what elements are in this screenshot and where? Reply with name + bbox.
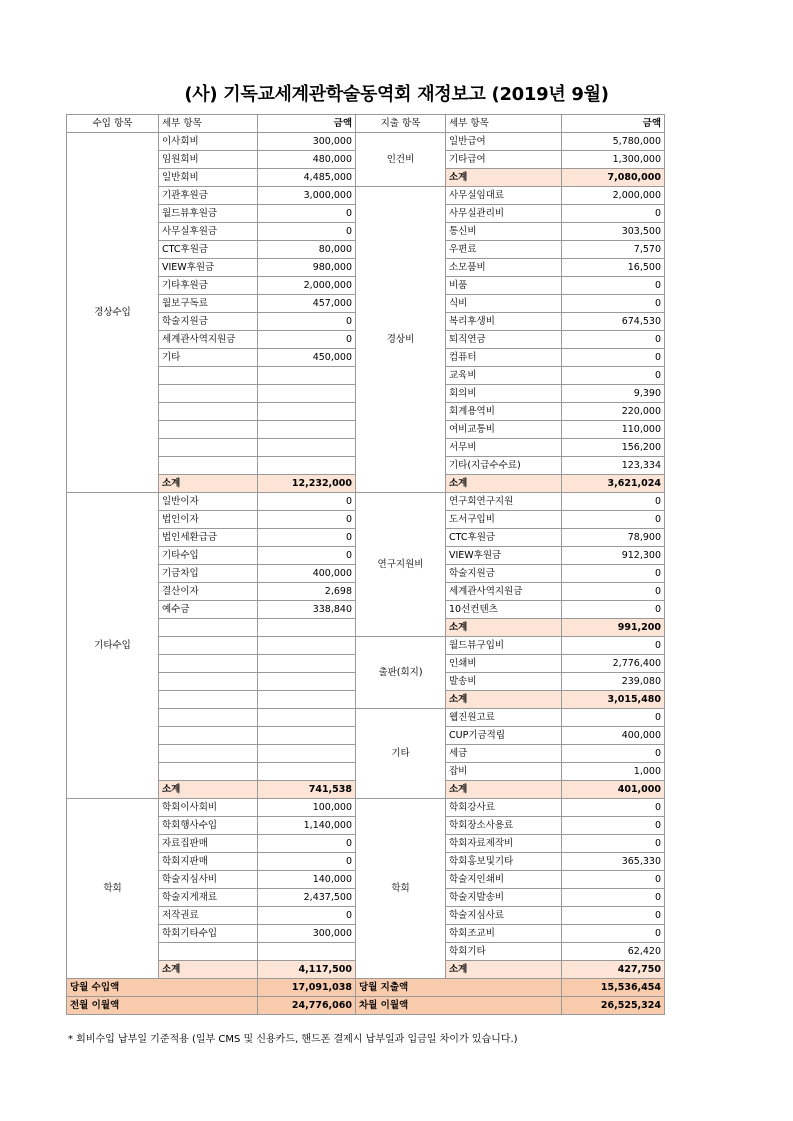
income-total-amount: 24,776,060 [258, 997, 356, 1015]
income-amount-cell: 140,000 [258, 871, 356, 889]
finance-table [66, 114, 665, 1015]
income-amount-cell: 4,485,000 [258, 169, 356, 187]
expense-item-header: 세부 항목 [446, 115, 562, 133]
expense-item-cell: 소계 [446, 781, 562, 799]
income-item-cell: 법인세환급금 [159, 529, 258, 547]
income-total-amount: 17,091,038 [258, 979, 356, 997]
expense-amount-cell: 0 [562, 205, 665, 223]
income-amount-cell: 300,000 [258, 133, 356, 151]
expense-amount-cell: 9,390 [562, 385, 665, 403]
expense-item-cell: 식비 [446, 295, 562, 313]
income-item-cell: 저작권료 [159, 907, 258, 925]
income-amount-cell: 0 [258, 313, 356, 331]
expense-item-cell: 학회강사료 [446, 799, 562, 817]
income-item-cell: 일반이자 [159, 493, 258, 511]
expense-amount-cell: 0 [562, 277, 665, 295]
income-item-cell [159, 673, 258, 691]
expense-amount-cell: 62,420 [562, 943, 665, 961]
expense-item-cell: 기타(지급수수료) [446, 457, 562, 475]
income-item-cell [159, 619, 258, 637]
expense-amount-cell: 1,300,000 [562, 151, 665, 169]
income-amount-cell: 450,000 [258, 349, 356, 367]
expense-amount-cell: 0 [562, 295, 665, 313]
expense-amount-cell: 1,000 [562, 763, 665, 781]
footnote: * 회비수입 납부일 기준적용 (일부 CMS 및 신용카드, 핸드폰 결제시 납부일과 입금일 차이가 있습니다.) [68, 1034, 518, 1045]
income-amount-cell: 12,232,000 [258, 475, 356, 493]
table-row [67, 799, 665, 817]
expense-amount-cell: 674,530 [562, 313, 665, 331]
income-item-cell: 이사회비 [159, 133, 258, 151]
income-item-cell: CTC후원금 [159, 241, 258, 259]
expense-amount-cell: 991,200 [562, 619, 665, 637]
income-item-cell: 소계 [159, 475, 258, 493]
expense-amount-cell: 401,000 [562, 781, 665, 799]
income-item-cell: 결산이자 [159, 583, 258, 601]
table-row [67, 493, 665, 511]
expense-category-cell: 연구지원비 [356, 493, 446, 637]
income-amount-cell: 0 [258, 205, 356, 223]
income-item-cell: 기금차입 [159, 565, 258, 583]
expense-amount-cell: 0 [562, 601, 665, 619]
expense-amount-cell: 0 [562, 817, 665, 835]
income-category-cell: 학회 [67, 799, 159, 979]
expense-item-cell: 소계 [446, 475, 562, 493]
income-amount-cell: 0 [258, 331, 356, 349]
expense-item-cell: 웹진원고료 [446, 709, 562, 727]
income-item-cell: 법인이자 [159, 511, 258, 529]
expense-total-label: 차월 이월액 [356, 997, 562, 1015]
income-item-header: 세부 항목 [159, 115, 258, 133]
expense-category-cell: 출판(회지) [356, 637, 446, 709]
income-amount-cell [258, 655, 356, 673]
expense-amount-cell: 7,080,000 [562, 169, 665, 187]
income-item-cell [159, 421, 258, 439]
expense-amount-cell: 0 [562, 493, 665, 511]
expense-amount-cell: 110,000 [562, 421, 665, 439]
expense-amount-cell: 365,330 [562, 853, 665, 871]
expense-item-cell: 사무실임대료 [446, 187, 562, 205]
expense-amount-cell: 7,570 [562, 241, 665, 259]
income-item-cell [159, 745, 258, 763]
income-item-cell: 학회지판매 [159, 853, 258, 871]
expense-item-cell: 비품 [446, 277, 562, 295]
expense-amount-cell: 0 [562, 925, 665, 943]
income-amount-cell: 300,000 [258, 925, 356, 943]
expense-total-amount: 15,536,454 [562, 979, 665, 997]
income-item-cell [159, 457, 258, 475]
expense-item-cell: 월드뷰구입비 [446, 637, 562, 655]
expense-amount-cell: 2,776,400 [562, 655, 665, 673]
table-header-row [67, 115, 665, 133]
expense-category-cell: 인건비 [356, 133, 446, 187]
page-title: (사) 기독교세계관학술동역회 재정보고 (2019년 9월) [184, 84, 609, 105]
income-item-cell: 월보구독료 [159, 295, 258, 313]
expense-category-cell: 경상비 [356, 187, 446, 493]
expense-total-label: 당월 지출액 [356, 979, 562, 997]
table-row [67, 133, 665, 151]
expense-item-cell: 컴퓨터 [446, 349, 562, 367]
income-amount-cell [258, 403, 356, 421]
expense-amount-cell: 156,200 [562, 439, 665, 457]
income-item-cell: 기타후원금 [159, 277, 258, 295]
income-item-cell: 기타수입 [159, 547, 258, 565]
expense-amount-cell: 0 [562, 745, 665, 763]
expense-total-amount: 26,525,324 [562, 997, 665, 1015]
expense-amount-cell: 0 [562, 709, 665, 727]
income-item-cell [159, 439, 258, 457]
expense-item-cell: 소계 [446, 691, 562, 709]
expense-item-cell: 학회기타 [446, 943, 562, 961]
expense-item-cell: 도서구입비 [446, 511, 562, 529]
expense-amount-cell: 400,000 [562, 727, 665, 745]
expense-item-cell: 회의비 [446, 385, 562, 403]
income-amount-cell [258, 745, 356, 763]
expense-amount-header: 금액 [562, 115, 665, 133]
expense-amount-cell: 0 [562, 907, 665, 925]
income-amount-cell [258, 421, 356, 439]
income-amount-cell [258, 619, 356, 637]
income-category-cell: 기타수입 [67, 493, 159, 799]
income-amount-cell: 3,000,000 [258, 187, 356, 205]
income-amount-cell: 980,000 [258, 259, 356, 277]
income-amount-cell [258, 943, 356, 961]
income-amount-cell: 0 [258, 907, 356, 925]
expense-item-cell: 회계용역비 [446, 403, 562, 421]
expense-amount-cell: 0 [562, 511, 665, 529]
income-total-label: 당월 수입액 [67, 979, 258, 997]
income-amount-cell [258, 385, 356, 403]
expense-item-cell: 세계관사역지원금 [446, 583, 562, 601]
expense-item-cell: 우편료 [446, 241, 562, 259]
expense-item-cell: VIEW후원금 [446, 547, 562, 565]
income-item-cell: 학술지게재료 [159, 889, 258, 907]
income-item-cell: 학술지심사비 [159, 871, 258, 889]
income-amount-cell: 4,117,500 [258, 961, 356, 979]
income-amount-cell [258, 367, 356, 385]
income-amount-cell [258, 637, 356, 655]
income-amount-cell [258, 709, 356, 727]
income-amount-cell: 2,437,500 [258, 889, 356, 907]
totals-row [67, 997, 665, 1015]
income-amount-cell: 0 [258, 223, 356, 241]
expense-amount-cell: 5,780,000 [562, 133, 665, 151]
totals-row [67, 979, 665, 997]
expense-item-cell: 잡비 [446, 763, 562, 781]
income-item-cell: 학회행사수입 [159, 817, 258, 835]
income-amount-cell: 2,698 [258, 583, 356, 601]
income-item-cell [159, 691, 258, 709]
income-amount-cell: 480,000 [258, 151, 356, 169]
expense-amount-cell: 78,900 [562, 529, 665, 547]
expense-item-cell: 여비교통비 [446, 421, 562, 439]
expense-category-header: 지출 항목 [356, 115, 446, 133]
expense-item-cell: 소계 [446, 619, 562, 637]
expense-amount-cell: 123,334 [562, 457, 665, 475]
income-amount-cell [258, 691, 356, 709]
income-item-cell: 사무실후원금 [159, 223, 258, 241]
income-item-cell: 세계관사역지원금 [159, 331, 258, 349]
income-total-label: 전월 이월액 [67, 997, 258, 1015]
income-item-cell [159, 403, 258, 421]
income-amount-cell: 0 [258, 853, 356, 871]
expense-amount-cell: 16,500 [562, 259, 665, 277]
expense-category-cell: 학회 [356, 799, 446, 979]
income-amount-cell: 400,000 [258, 565, 356, 583]
income-amount-cell: 0 [258, 835, 356, 853]
expense-item-cell: 학술지심사료 [446, 907, 562, 925]
expense-item-cell: CUP기금적립 [446, 727, 562, 745]
income-item-cell: 학회기타수입 [159, 925, 258, 943]
income-item-cell: 기타 [159, 349, 258, 367]
income-item-cell: 임원회비 [159, 151, 258, 169]
income-item-cell [159, 727, 258, 745]
income-item-cell [159, 367, 258, 385]
expense-item-cell: 인쇄비 [446, 655, 562, 673]
expense-amount-cell: 0 [562, 331, 665, 349]
income-item-cell: 기관후원금 [159, 187, 258, 205]
expense-item-cell: 10선컨텐츠 [446, 601, 562, 619]
expense-item-cell: 연구회연구지원 [446, 493, 562, 511]
income-item-cell [159, 763, 258, 781]
income-item-cell: 소계 [159, 781, 258, 799]
expense-amount-cell: 0 [562, 367, 665, 385]
income-category-cell: 경상수입 [67, 133, 159, 493]
expense-category-cell: 기타 [356, 709, 446, 799]
expense-item-cell: CTC후원금 [446, 529, 562, 547]
expense-amount-cell: 0 [562, 583, 665, 601]
expense-amount-cell: 0 [562, 871, 665, 889]
income-amount-cell [258, 727, 356, 745]
income-item-cell: 일반회비 [159, 169, 258, 187]
income-amount-cell: 0 [258, 529, 356, 547]
expense-item-cell: 학술지원금 [446, 565, 562, 583]
expense-item-cell: 복리후생비 [446, 313, 562, 331]
income-item-cell [159, 655, 258, 673]
expense-amount-cell: 303,500 [562, 223, 665, 241]
expense-amount-cell: 0 [562, 349, 665, 367]
income-item-cell: 소계 [159, 961, 258, 979]
expense-amount-cell: 220,000 [562, 403, 665, 421]
income-item-cell [159, 709, 258, 727]
income-amount-cell: 1,140,000 [258, 817, 356, 835]
expense-amount-cell: 0 [562, 637, 665, 655]
expense-item-cell: 기타급여 [446, 151, 562, 169]
income-item-cell: 학회이사회비 [159, 799, 258, 817]
income-amount-cell [258, 673, 356, 691]
income-amount-cell: 0 [258, 511, 356, 529]
expense-item-cell: 통신비 [446, 223, 562, 241]
expense-amount-cell: 3,015,480 [562, 691, 665, 709]
income-amount-cell: 0 [258, 547, 356, 565]
expense-item-cell: 학회장소사용료 [446, 817, 562, 835]
expense-item-cell: 학술지발송비 [446, 889, 562, 907]
income-amount-cell: 338,840 [258, 601, 356, 619]
expense-amount-cell: 0 [562, 799, 665, 817]
expense-amount-cell: 0 [562, 565, 665, 583]
income-item-cell [159, 637, 258, 655]
income-amount-cell [258, 457, 356, 475]
income-item-cell: 월드뷰후원금 [159, 205, 258, 223]
income-item-cell [159, 385, 258, 403]
income-amount-cell: 0 [258, 493, 356, 511]
income-item-cell: 자료집판매 [159, 835, 258, 853]
expense-item-cell: 세금 [446, 745, 562, 763]
income-category-header: 수입 항목 [67, 115, 159, 133]
expense-amount-cell: 427,750 [562, 961, 665, 979]
expense-item-cell: 일반급여 [446, 133, 562, 151]
expense-item-cell: 학회조교비 [446, 925, 562, 943]
expense-amount-cell: 2,000,000 [562, 187, 665, 205]
expense-item-cell: 사무실관리비 [446, 205, 562, 223]
expense-amount-cell: 239,080 [562, 673, 665, 691]
expense-amount-cell: 0 [562, 835, 665, 853]
income-item-cell: VIEW후원금 [159, 259, 258, 277]
expense-item-cell: 소모품비 [446, 259, 562, 277]
income-amount-cell: 100,000 [258, 799, 356, 817]
income-amount-cell [258, 763, 356, 781]
income-amount-cell: 457,000 [258, 295, 356, 313]
income-item-cell: 학술지원금 [159, 313, 258, 331]
income-amount-cell: 80,000 [258, 241, 356, 259]
income-item-cell [159, 943, 258, 961]
expense-item-cell: 퇴직연금 [446, 331, 562, 349]
expense-amount-cell: 0 [562, 889, 665, 907]
income-amount-cell: 2,000,000 [258, 277, 356, 295]
expense-item-cell: 소계 [446, 169, 562, 187]
expense-item-cell: 소계 [446, 961, 562, 979]
expense-item-cell: 발송비 [446, 673, 562, 691]
expense-item-cell: 학술지인쇄비 [446, 871, 562, 889]
expense-item-cell: 학회자료제작비 [446, 835, 562, 853]
expense-amount-cell: 3,621,024 [562, 475, 665, 493]
income-amount-header: 금액 [258, 115, 356, 133]
expense-item-cell: 서무비 [446, 439, 562, 457]
income-amount-cell: 741,538 [258, 781, 356, 799]
expense-amount-cell: 912,300 [562, 547, 665, 565]
expense-item-cell: 교육비 [446, 367, 562, 385]
income-item-cell: 예수금 [159, 601, 258, 619]
expense-item-cell: 학회홍보및기타 [446, 853, 562, 871]
income-amount-cell [258, 439, 356, 457]
